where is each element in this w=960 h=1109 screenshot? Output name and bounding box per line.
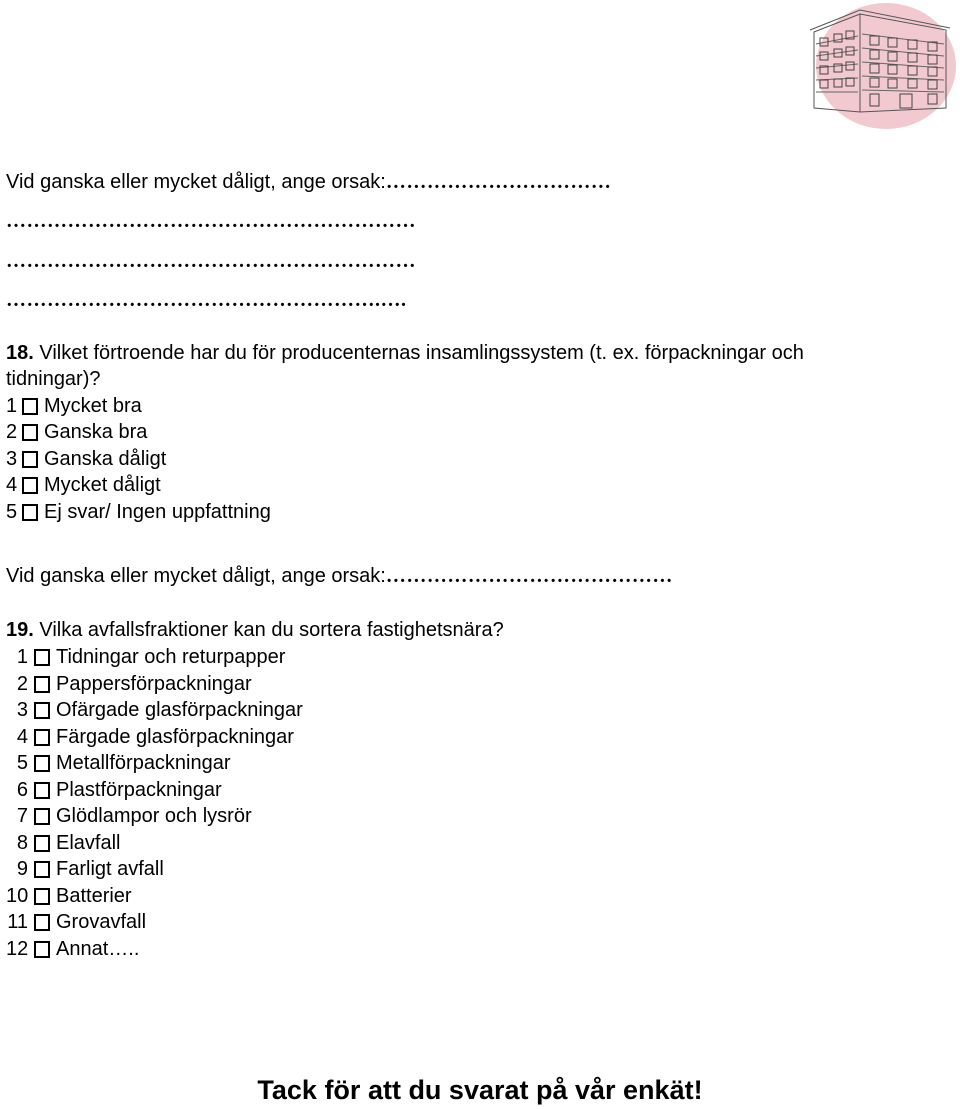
option-label: Ganska bra <box>44 421 148 443</box>
option-number: 2 <box>6 421 18 443</box>
option-label: Färgade glasförpackningar <box>56 726 294 748</box>
q19-option[interactable] <box>6 778 222 802</box>
checkbox[interactable] <box>34 888 50 905</box>
q19-option[interactable] <box>6 751 231 775</box>
checkbox[interactable] <box>34 729 50 746</box>
option-number: 2 <box>16 673 28 695</box>
q19-option[interactable] <box>6 884 132 908</box>
checkbox[interactable] <box>34 676 50 693</box>
option-number: 3 <box>6 448 18 470</box>
option-label: Ganska dåligt <box>44 448 167 470</box>
checkbox[interactable] <box>34 755 50 772</box>
closing-message: Tack för att du svarat på vår enkät! <box>257 1075 703 1105</box>
q19-option[interactable] <box>6 672 252 696</box>
q18-option[interactable] <box>6 447 166 471</box>
q19-question <box>6 618 504 642</box>
q19-option[interactable] <box>6 804 252 828</box>
checkbox[interactable] <box>34 861 50 878</box>
option-number: 3 <box>16 699 28 721</box>
checkbox[interactable] <box>34 702 50 719</box>
apartment-building-logo <box>800 0 960 132</box>
q19-option[interactable] <box>6 831 120 855</box>
answer-dotted-line[interactable]: …………………………………………………… <box>6 210 416 232</box>
checkbox[interactable] <box>34 914 50 931</box>
option-label: Plastförpackningar <box>56 779 222 801</box>
option-number: 11 <box>7 911 28 933</box>
checkbox[interactable] <box>22 504 38 521</box>
checkbox[interactable] <box>22 451 38 468</box>
option-number: 8 <box>16 832 28 854</box>
q18-question <box>6 341 804 365</box>
checkbox[interactable] <box>34 782 50 799</box>
option-label: Mycket bra <box>44 395 142 417</box>
option-number: 4 <box>6 474 18 496</box>
option-number: 5 <box>6 501 18 523</box>
option-number: 7 <box>16 805 28 827</box>
option-number: 9 <box>16 858 28 880</box>
option-label: Ofärgade glasförpackningar <box>56 699 303 721</box>
apartment-building-icon <box>800 0 960 132</box>
option-label: Grovavfall <box>56 911 147 933</box>
q19-number: 19. <box>6 619 34 641</box>
checkbox[interactable] <box>34 835 50 852</box>
checkbox[interactable] <box>34 649 50 666</box>
option-label: Glödlampor och lysrör <box>56 805 252 827</box>
checkbox[interactable] <box>22 477 38 494</box>
q18-question-line2: tidningar)? <box>6 368 101 390</box>
q17-followup-dots[interactable]: …………………………… <box>385 171 612 193</box>
option-number: 10 <box>6 885 29 907</box>
option-number: 1 <box>16 646 28 668</box>
option-number: 4 <box>16 726 28 748</box>
option-number: 5 <box>16 752 28 774</box>
option-label: Mycket dåligt <box>44 474 161 496</box>
option-number: 12 <box>6 938 29 960</box>
option-label: Ej svar/ Ingen uppfattning <box>44 501 271 523</box>
checkbox[interactable] <box>34 941 50 958</box>
q19-option[interactable] <box>6 698 303 722</box>
option-number: 6 <box>16 779 28 801</box>
q18-option[interactable] <box>6 394 142 418</box>
q19-option[interactable] <box>6 937 139 961</box>
q18-followup-line <box>6 564 673 588</box>
q18-question-text: Vilket förtroende har du för producenternas insamlingssystem (t. ex. förpackningar och <box>33 342 804 364</box>
q19-option[interactable] <box>6 725 294 749</box>
option-label: Tidningar och returpapper <box>56 646 286 668</box>
q18-followup-dots[interactable]: …………………………………… <box>385 565 673 587</box>
option-number: 1 <box>6 395 18 417</box>
q17-followup-line <box>6 170 611 194</box>
q19-option[interactable] <box>6 645 285 669</box>
q18-option[interactable] <box>6 473 161 497</box>
answer-dotted-line[interactable]: …………………………………………………… <box>6 250 416 272</box>
checkbox[interactable] <box>22 424 38 441</box>
q18-number: 18. <box>6 342 34 364</box>
option-label: Farligt avfall <box>56 858 164 880</box>
q19-question-text: Vilka avfallsfraktioner kan du sortera fastighetsnära? <box>33 619 504 641</box>
q17-followup-prompt: Vid ganska eller mycket dåligt, ange orsak: <box>6 171 386 193</box>
q18-option[interactable] <box>6 420 147 444</box>
q18-followup-prompt: Vid ganska eller mycket dåligt, ange orsak: <box>6 565 386 587</box>
option-label: Pappersförpackningar <box>56 673 252 695</box>
option-label: Batterier <box>56 885 132 907</box>
checkbox[interactable] <box>22 398 38 415</box>
option-label: Annat….. <box>56 938 140 960</box>
option-label: Elavfall <box>56 832 121 854</box>
q19-option[interactable] <box>6 857 164 881</box>
answer-dotted-line[interactable]: ……………………………………………….…. <box>6 289 407 311</box>
q19-option[interactable] <box>6 910 146 934</box>
option-label: Metallförpackningar <box>56 752 231 774</box>
checkbox[interactable] <box>34 808 50 825</box>
q18-option[interactable] <box>6 500 271 524</box>
